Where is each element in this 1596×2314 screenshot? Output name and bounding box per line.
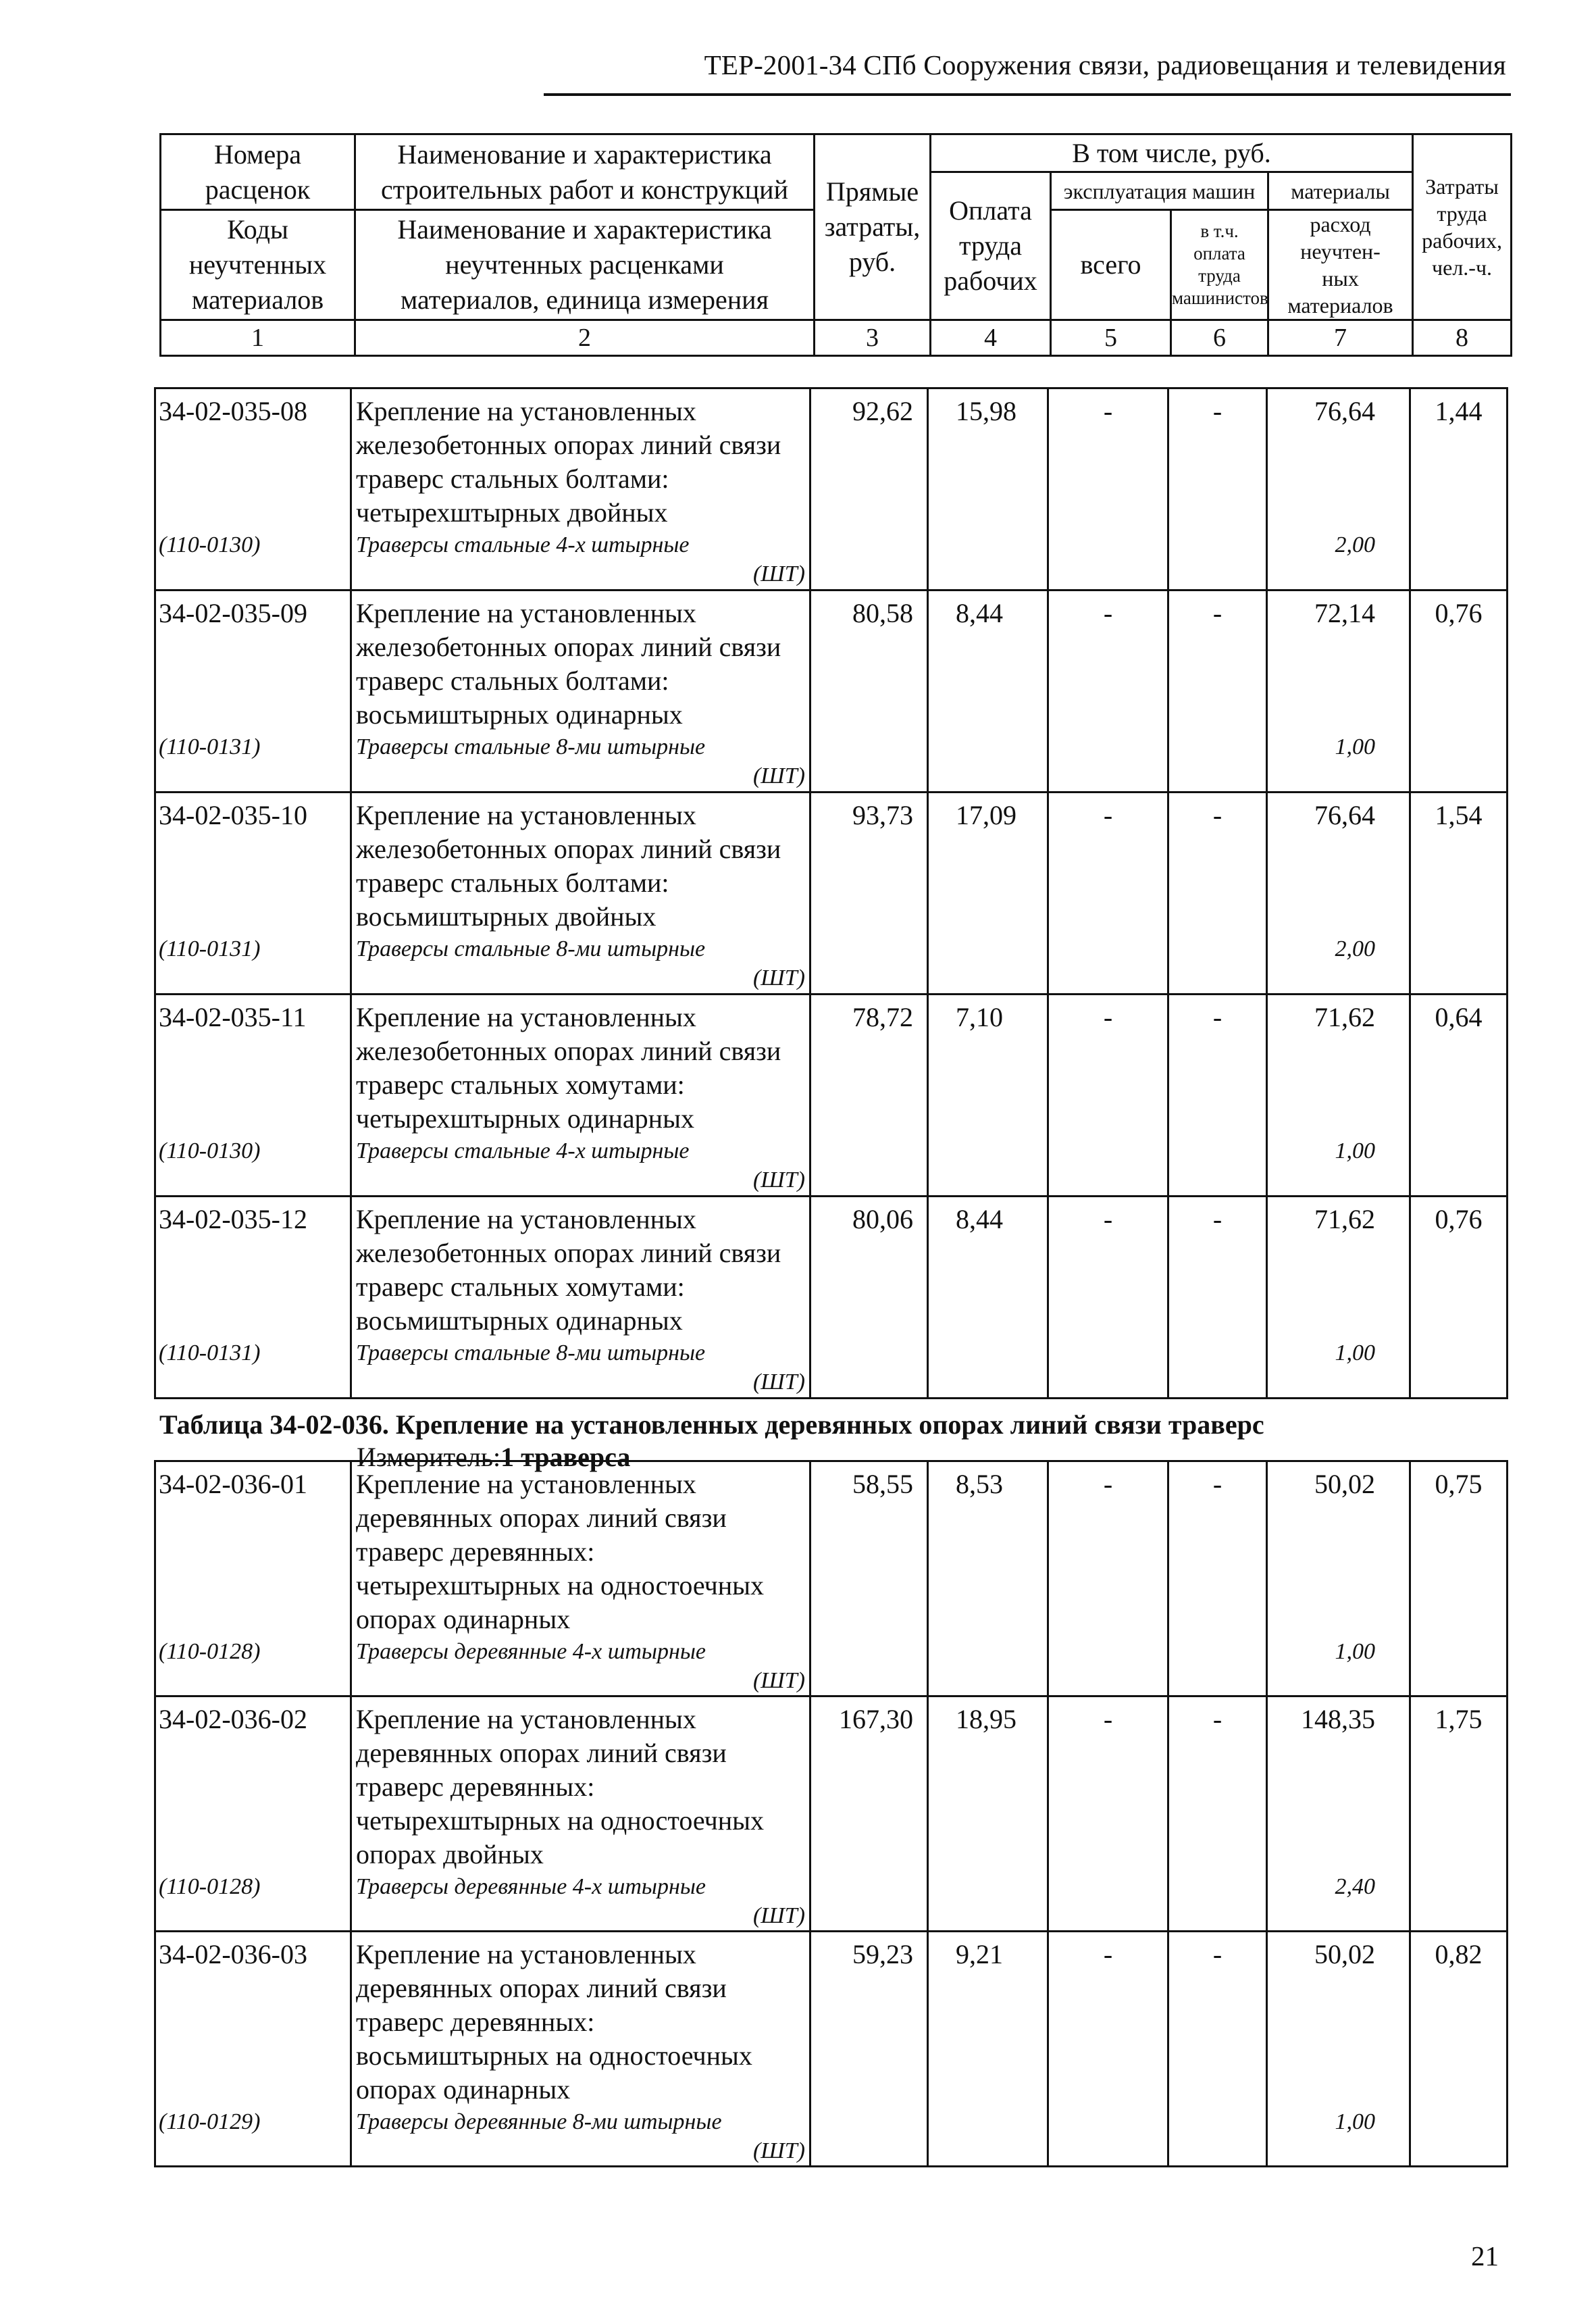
table-meter: Измеритель:1 траверса <box>357 1442 631 1472</box>
machinists-pay: - <box>1168 590 1267 793</box>
rate-code-cell <box>155 388 351 590</box>
table-title: Таблица 34-02-036. Крепление на установленных деревянных опорах линий связи траверс <box>159 1409 1264 1440</box>
labor-pay: 7,10 <box>928 995 1048 1197</box>
rate-row <box>155 590 1508 793</box>
rate-code: 34-02-035-11 <box>159 1002 307 1032</box>
rate-description-cell <box>351 1197 810 1399</box>
rate-description-line: четырехштырных на одностоечных <box>356 1570 765 1601</box>
rate-code-cell <box>155 793 351 995</box>
rate-description-cell <box>351 388 810 590</box>
material-name: Траверсы деревянные 8-ми штырные <box>356 2109 722 2134</box>
rate-description-line: Крепление на установленных <box>356 598 696 628</box>
header-rule <box>544 93 1511 96</box>
rate-row <box>155 1932 1508 2167</box>
materials-cell <box>1267 1696 1410 1932</box>
rate-description-line: Крепление на установленных <box>356 1939 696 1969</box>
labor-hours: 1,75 <box>1410 1696 1508 1932</box>
rate-description-line: траверс деревянных: <box>356 2007 595 2037</box>
machinists-pay: - <box>1168 388 1267 590</box>
material-quantity: 1,00 <box>1335 2109 1375 2134</box>
rate-row <box>155 1696 1508 1932</box>
rate-description <box>356 1462 809 1636</box>
material-name: Траверсы стальные 8-ми штырные <box>356 734 706 759</box>
labor-pay: 9,21 <box>928 1932 1048 2167</box>
direct-costs: 78,72 <box>810 995 928 1197</box>
materials-cost: 50,02 <box>1314 1939 1375 1969</box>
labor-hours: 0,82 <box>1410 1932 1508 2167</box>
rate-description <box>356 793 809 934</box>
rate-description-line: Крепление на установленных <box>356 396 696 426</box>
materials-cost: 50,02 <box>1314 1469 1375 1499</box>
rate-description-line: траверс деревянных: <box>356 1536 595 1567</box>
col-number-2: 2 <box>355 320 815 356</box>
machines-total: - <box>1048 1461 1168 1696</box>
rate-description-cell <box>351 1461 810 1696</box>
labor-pay: 8,44 <box>928 1197 1048 1399</box>
machinists-pay: - <box>1168 1932 1267 2167</box>
col2-header-top: Наименование и характеристика строительных работ и конструкций <box>355 134 815 210</box>
rate-code: 34-02-036-03 <box>159 1939 307 1969</box>
rate-description-line: Крепление на установленных <box>356 1002 696 1032</box>
rate-description <box>356 995 809 1136</box>
rate-description-cell <box>351 995 810 1197</box>
rate-description <box>356 591 809 732</box>
direct-costs: 93,73 <box>810 793 928 995</box>
rate-description-line: опорах одинарных <box>356 2074 571 2105</box>
rates-table-036 <box>154 1460 1508 2167</box>
page-header-title: ТЕР-2001-34 СПб Сооружения связи, радиовещания и телевидения <box>704 49 1506 80</box>
col8-header: Затраты труда рабочих, чел.-ч. <box>1413 134 1512 320</box>
material-quantity: 1,00 <box>1335 1138 1375 1163</box>
rate-code: 34-02-035-12 <box>159 1204 307 1234</box>
rate-description-line: железобетонных опорах линий связи <box>356 632 781 662</box>
direct-costs: 80,58 <box>810 590 928 793</box>
col-number-3: 3 <box>815 320 931 356</box>
direct-costs: 59,23 <box>810 1932 928 2167</box>
col-number-5: 5 <box>1051 320 1171 356</box>
col2-header-bottom: Наименование и характеристика неучтенных расценками материалов, единица измерения <box>355 210 815 320</box>
direct-costs: 92,62 <box>810 388 928 590</box>
material-code: (110-0131) <box>159 936 261 961</box>
materials-cell <box>1267 388 1410 590</box>
materials-cell <box>1267 1461 1410 1696</box>
material-unit: (ШТ) <box>752 561 805 586</box>
rate-code-cell <box>155 1197 351 1399</box>
material-name: Траверсы стальные 4-х штырные <box>356 1138 690 1163</box>
rates-table-035 <box>154 387 1508 1399</box>
material-unit: (ШТ) <box>752 2138 805 2163</box>
materials-cell <box>1267 1932 1410 2167</box>
col-number-4: 4 <box>931 320 1051 356</box>
column-header-table <box>159 133 1512 357</box>
col-number-7: 7 <box>1268 320 1413 356</box>
page-number: 21 <box>1471 2240 1499 2271</box>
rate-code-cell <box>155 1696 351 1932</box>
col5-header: всего <box>1051 210 1171 320</box>
rate-code: 34-02-036-02 <box>159 1704 307 1734</box>
material-unit: (ШТ) <box>752 1167 805 1192</box>
rate-row <box>155 995 1508 1197</box>
machines-total: - <box>1048 793 1168 995</box>
materials-cell <box>1267 1197 1410 1399</box>
rate-description-line: опорах одинарных <box>356 1604 571 1634</box>
rate-description-line: восьмиштырных на одностоечных <box>356 2040 752 2071</box>
machines-total: - <box>1048 590 1168 793</box>
rate-code-cell <box>155 1932 351 2167</box>
material-quantity: 1,00 <box>1335 1340 1375 1365</box>
machines-total: - <box>1048 1197 1168 1399</box>
material-code: (110-0131) <box>159 1340 261 1365</box>
material-unit: (ШТ) <box>752 965 805 990</box>
rate-description-line: Крепление на установленных <box>356 1704 696 1734</box>
labor-pay: 17,09 <box>928 793 1048 995</box>
materials-cell <box>1267 793 1410 995</box>
rate-description-line: Крепление на установленных <box>356 800 696 830</box>
material-name: Траверсы стальные 8-ми штырные <box>356 936 706 961</box>
rate-description-line: траверс деревянных: <box>356 1771 595 1802</box>
col3-header: Прямые затраты, руб. <box>815 134 931 320</box>
labor-hours: 0,75 <box>1410 1461 1508 1696</box>
machinists-pay: - <box>1168 1461 1267 1696</box>
material-code: (110-0131) <box>159 734 261 759</box>
material-quantity: 2,00 <box>1335 532 1375 557</box>
rate-code: 34-02-035-09 <box>159 598 307 628</box>
machines-total: - <box>1048 388 1168 590</box>
rate-description <box>356 1697 809 1871</box>
labor-hours: 0,76 <box>1410 590 1508 793</box>
rate-description-line: траверс стальных хомутами: <box>356 1070 685 1100</box>
labor-pay: 8,44 <box>928 590 1048 793</box>
rate-description-cell <box>351 793 810 995</box>
material-quantity: 1,00 <box>1335 734 1375 759</box>
rate-description-line: железобетонных опорах линий связи <box>356 1238 781 1268</box>
rate-code: 34-02-035-10 <box>159 800 307 830</box>
material-unit: (ШТ) <box>752 763 805 788</box>
rate-description-line: траверс стальных болтами: <box>356 463 669 494</box>
rate-description-line: деревянных опорах линий связи <box>356 1503 727 1533</box>
rate-code-cell <box>155 995 351 1197</box>
direct-costs: 80,06 <box>810 1197 928 1399</box>
material-quantity: 1,00 <box>1335 1639 1375 1664</box>
rate-description-cell <box>351 1696 810 1932</box>
machinists-pay: - <box>1168 1696 1267 1932</box>
rate-description-line: железобетонных опорах линий связи <box>356 430 781 460</box>
material-quantity: 2,00 <box>1335 936 1375 961</box>
rate-description-cell <box>351 590 810 793</box>
material-code: (110-0128) <box>159 1639 261 1664</box>
material-name: Траверсы стальные 8-ми штырные <box>356 1340 706 1365</box>
materials-header: материалы <box>1268 172 1413 210</box>
rate-description <box>356 389 809 530</box>
rate-description-line: траверс стальных болтами: <box>356 665 669 696</box>
rate-description-line: четырехштырных двойных <box>356 497 668 528</box>
rate-description <box>356 1197 809 1338</box>
rate-description-cell <box>351 1932 810 2167</box>
rate-description-line: восьмиштырных одинарных <box>356 1305 683 1336</box>
materials-cost: 76,64 <box>1314 800 1375 830</box>
material-code: (110-0128) <box>159 1874 261 1899</box>
material-name: Траверсы стальные 4-х штырные <box>356 532 690 557</box>
labor-pay: 8,53 <box>928 1461 1048 1696</box>
material-unit: (ШТ) <box>752 1369 805 1394</box>
rate-description-line: деревянных опорах линий связи <box>356 1973 727 2003</box>
machinists-pay: - <box>1168 1197 1267 1399</box>
rate-description-line: восьмиштырных двойных <box>356 901 657 932</box>
rate-description-line: траверс стальных болтами: <box>356 867 669 898</box>
machines-header: эксплуатация машин <box>1051 172 1268 210</box>
col6-header: в т.ч. оплата труда машинистов <box>1171 210 1268 320</box>
rate-code: 34-02-035-08 <box>159 396 307 426</box>
rate-description-line: Крепление на установленных <box>356 1469 696 1499</box>
materials-cost: 76,64 <box>1314 396 1375 426</box>
material-quantity: 2,40 <box>1335 1874 1375 1899</box>
rate-description-line: деревянных опорах линий связи <box>356 1738 727 1768</box>
labor-hours: 1,44 <box>1410 388 1508 590</box>
material-unit: (ШТ) <box>752 1903 805 1928</box>
rate-description-line: четырехштырных одинарных <box>356 1103 694 1134</box>
materials-cost: 72,14 <box>1314 598 1375 628</box>
materials-cost: 71,62 <box>1314 1204 1375 1234</box>
material-code: (110-0130) <box>159 1138 261 1163</box>
rate-row <box>155 793 1508 995</box>
materials-cost: 71,62 <box>1314 1002 1375 1032</box>
rate-description-line: железобетонных опорах линий связи <box>356 1036 781 1066</box>
col1-header-bottom: Коды неучтенных материалов <box>161 210 355 320</box>
machines-total: - <box>1048 1932 1168 2167</box>
labor-hours: 1,54 <box>1410 793 1508 995</box>
materials-cell <box>1267 590 1410 793</box>
labor-pay: 15,98 <box>928 388 1048 590</box>
machines-total: - <box>1048 995 1168 1197</box>
materials-cost: 148,35 <box>1301 1704 1375 1734</box>
rate-code-cell <box>155 1461 351 1696</box>
direct-costs: 58,55 <box>810 1461 928 1696</box>
material-unit: (ШТ) <box>752 1668 805 1693</box>
col4-header: Оплата труда рабочих <box>931 172 1051 320</box>
rate-description-line: траверс стальных хомутами: <box>356 1272 685 1302</box>
labor-hours: 0,76 <box>1410 1197 1508 1399</box>
group-header: В том числе, руб. <box>931 134 1413 172</box>
rate-description-line: Крепление на установленных <box>356 1204 696 1234</box>
rate-description-line: опорах двойных <box>356 1839 544 1869</box>
rate-description-line: четырехштырных на одностоечных <box>356 1805 765 1836</box>
material-name: Траверсы деревянные 4-х штырные <box>356 1639 706 1664</box>
material-code: (110-0130) <box>159 532 261 557</box>
col-number-8: 8 <box>1413 320 1512 356</box>
col-number-6: 6 <box>1171 320 1268 356</box>
direct-costs: 167,30 <box>810 1696 928 1932</box>
rate-row <box>155 388 1508 590</box>
machinists-pay: - <box>1168 793 1267 995</box>
machines-total: - <box>1048 1696 1168 1932</box>
machinists-pay: - <box>1168 995 1267 1197</box>
col1-header-top: Номера расценок <box>161 134 355 210</box>
material-name: Траверсы деревянные 4-х штырные <box>356 1874 706 1899</box>
rate-row <box>155 1197 1508 1399</box>
rate-row <box>155 1461 1508 1696</box>
col-number-1: 1 <box>161 320 355 356</box>
col7-header: расход неучтен- ных материалов <box>1268 210 1413 320</box>
labor-pay: 18,95 <box>928 1696 1048 1932</box>
material-code: (110-0129) <box>159 2109 261 2134</box>
rate-description-line: восьмиштырных одинарных <box>356 699 683 730</box>
rate-description-line: железобетонных опорах линий связи <box>356 834 781 864</box>
rate-code: 34-02-036-01 <box>159 1469 307 1499</box>
rate-description <box>356 1932 809 2107</box>
rate-code-cell <box>155 590 351 793</box>
materials-cell <box>1267 995 1410 1197</box>
labor-hours: 0,64 <box>1410 995 1508 1197</box>
